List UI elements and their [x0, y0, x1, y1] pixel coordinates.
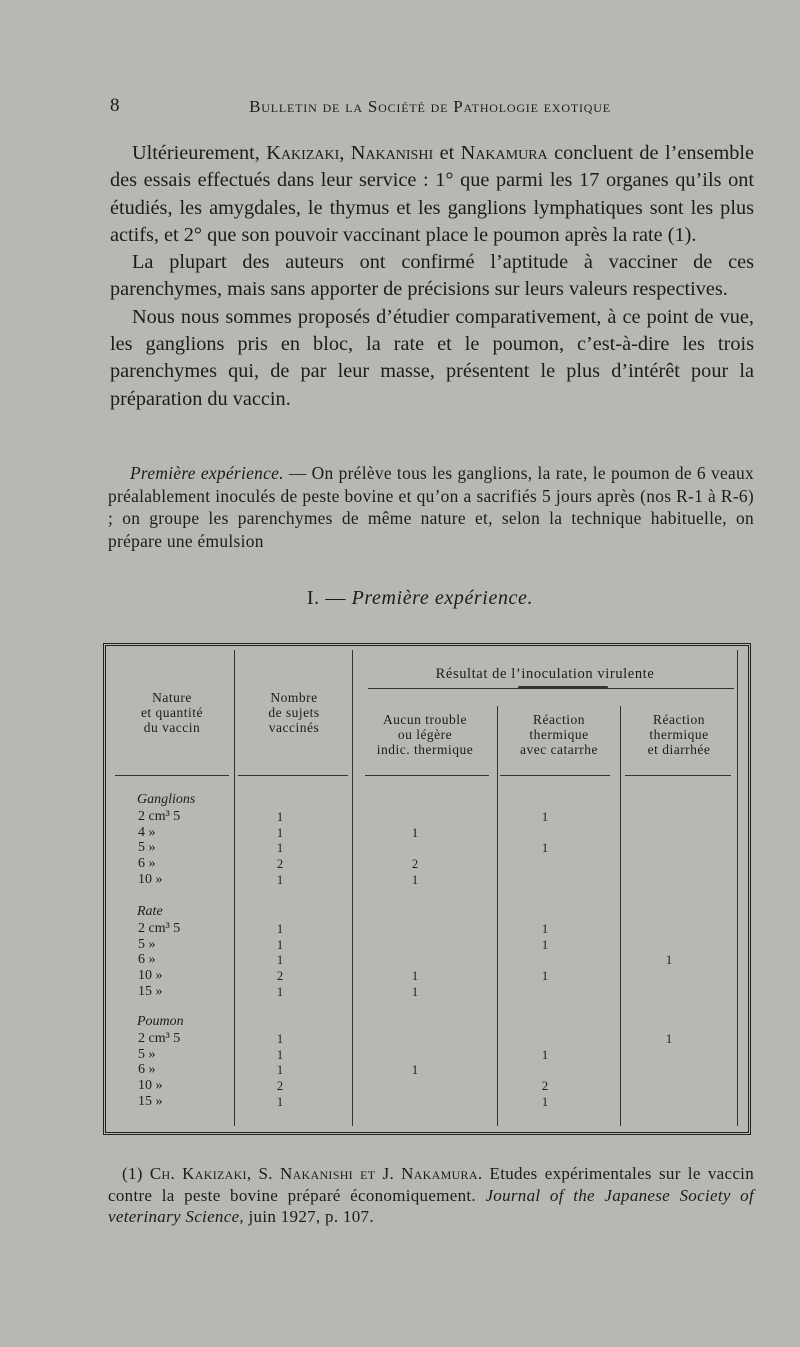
- cell-diarrhee: 1: [665, 953, 673, 968]
- cell-nombre: 1: [276, 953, 284, 968]
- paragraph-1: [110, 140, 754, 249]
- cell-catarrhe: 1: [541, 1095, 549, 1109]
- cell-nombre: 1: [276, 825, 284, 840]
- author-name: Nakanishi: [350, 142, 434, 164]
- cell-dose: 15 »: [138, 1094, 163, 1109]
- cell-dose: 10 »: [138, 872, 163, 887]
- header-brace: [368, 688, 734, 693]
- column-divider: [497, 706, 498, 1126]
- cell-dose: 2 cm³ 5: [138, 1030, 181, 1046]
- cell-catarrhe: 1: [541, 937, 549, 952]
- paragraph-2: La plupart des auteurs ont confirmé l’aptitude à vacciner de ces parenchymes, mais sans apporter de précisions sur leurs valeurs respectives.: [110, 251, 754, 301]
- cell-dose: 4 »: [138, 824, 156, 840]
- footnote-authors: Ch. Kakizaki, S. Nakanishi et J. Nakamura.: [149, 1164, 483, 1183]
- cell-dose: 10 »: [138, 1078, 163, 1094]
- group-label: Rate: [137, 904, 163, 919]
- cell-nombre: 1: [276, 985, 284, 999]
- experiment-text: [108, 462, 754, 552]
- cell-dose: 15 »: [138, 984, 163, 999]
- group-label: Poumon: [137, 1014, 184, 1029]
- footnote-journal: Journal of the Japanese Society of veterinary Science,: [108, 1185, 754, 1226]
- page-header: [0, 95, 800, 125]
- footnote: [108, 1163, 754, 1228]
- header-rule: [238, 775, 348, 776]
- text-run: juin 1927, p. 107.: [243, 1207, 374, 1226]
- text-run: et: [433, 142, 461, 164]
- cell-diarrhee: 1: [665, 1031, 673, 1046]
- running-head: Bulletin de la Société de Pathologie exotique: [249, 97, 611, 116]
- cell-catarrhe: 1: [541, 921, 549, 936]
- cell-nombre: 1: [276, 809, 284, 824]
- text-run: concluent de l’ensemble des essais effectués dans leur service : 1° que parmi les 17 organes qu’ils ont étudiés, les amygdales, le thymus et les ganglions lymphatiques sont les plus actifs, et 2° que son pouvoir vaccinant place le poumon après la rate (1).: [110, 142, 754, 246]
- column-divider: [620, 706, 621, 1126]
- cell-aucun: 1: [411, 985, 419, 999]
- cell-dose: 2 cm³ 5: [138, 920, 181, 936]
- cell-dose: 6 »: [138, 856, 156, 872]
- cell-aucun: 1: [411, 1063, 419, 1078]
- text-run: Etudes expérimentales sur le vaccin contre la peste bovine préparé économiquement.: [108, 1164, 754, 1205]
- table-title-text: Première expérience.: [351, 587, 534, 609]
- cell-nombre: 1: [276, 1047, 284, 1062]
- cell-dose: 5 »: [138, 840, 156, 856]
- header-reaction-diarrhee: Réaction thermique et diarrhée: [647, 712, 711, 757]
- text-run: Ultérieurement,: [132, 142, 267, 164]
- header-rule: [625, 775, 731, 776]
- cell-dose: 5 »: [138, 1046, 156, 1062]
- text-run: — On prélève tous les ganglions, la rate, le poumon de 6 veaux préalablement inoculés de peste bovine et qu’on a sacrifiés 5 jours après (nos R-1 à R-6) ; on groupe les parenchymes de même nature et, selon la technique habituelle, on prépare une émulsion: [108, 463, 754, 551]
- header-aucun-trouble: Aucun trouble ou légère indic. thermique: [376, 712, 474, 757]
- cell-dose: 6 »: [138, 952, 156, 968]
- author-name: Nakamura: [460, 142, 548, 164]
- table-number: I. —: [306, 587, 352, 609]
- header-nature: Nature et quantité du vaccin: [140, 690, 204, 735]
- cell-dose: 5 »: [138, 936, 156, 952]
- cell-nombre: 1: [276, 1031, 284, 1046]
- cell-nombre: 2: [276, 1079, 284, 1094]
- text-run: ,: [339, 142, 351, 164]
- column-divider: [234, 650, 235, 1126]
- cell-nombre: 1: [276, 1063, 284, 1078]
- cell-nombre: 1: [276, 937, 284, 952]
- page-number: 8: [110, 95, 120, 116]
- footnote-text: [108, 1163, 754, 1228]
- group-label: Ganglions: [137, 792, 196, 807]
- experiment-paragraph: [108, 462, 754, 552]
- cell-dose: 2 cm³ 5: [138, 808, 181, 824]
- cell-aucun: 1: [411, 969, 419, 984]
- header-rule: [500, 775, 610, 776]
- cell-aucun: 1: [411, 825, 419, 840]
- header-rule: [115, 775, 229, 776]
- cell-catarrhe: 2: [541, 1079, 549, 1094]
- cell-aucun: 1: [411, 873, 419, 887]
- cell-dose: 6 »: [138, 1062, 156, 1078]
- experiment-title: Première expérience.: [130, 463, 284, 483]
- cell-nombre: 1: [276, 841, 284, 856]
- cell-nombre: 2: [276, 969, 284, 984]
- cell-nombre: 1: [276, 873, 284, 887]
- cell-nombre: 1: [276, 921, 284, 936]
- cell-dose: 10 »: [138, 968, 163, 984]
- column-divider: [737, 650, 738, 1126]
- cell-catarrhe: 1: [541, 809, 549, 824]
- header-rule: [365, 775, 489, 776]
- cell-catarrhe: 1: [541, 841, 549, 856]
- cell-aucun: 2: [411, 857, 419, 872]
- table-title: [0, 587, 800, 610]
- body-text: [110, 140, 754, 413]
- header-reaction-catarrhe: Réaction thermique avec catarrhe: [519, 712, 599, 757]
- paragraph-3: Nous nous sommes proposés d’étudier comparativement, à ce point de vue, les ganglions pris en bloc, la rate et le poumon, c’est-à-dire les trois parenchymes qui, de par leur masse, présentent le plus d’intérêt pour la préparation du vaccin.: [110, 305, 754, 410]
- header-resultat: Résultat de l’inoculation virulente: [435, 666, 655, 682]
- cell-catarrhe: 1: [541, 969, 549, 984]
- cell-catarrhe: 1: [541, 1047, 549, 1062]
- cell-nombre: 2: [276, 857, 284, 872]
- cell-nombre: 1: [276, 1095, 284, 1109]
- header-nombre: Nombre de sujets vaccinés: [268, 690, 320, 735]
- author-name: Kakizaki: [266, 142, 340, 164]
- footnote-marker: (1): [122, 1164, 150, 1183]
